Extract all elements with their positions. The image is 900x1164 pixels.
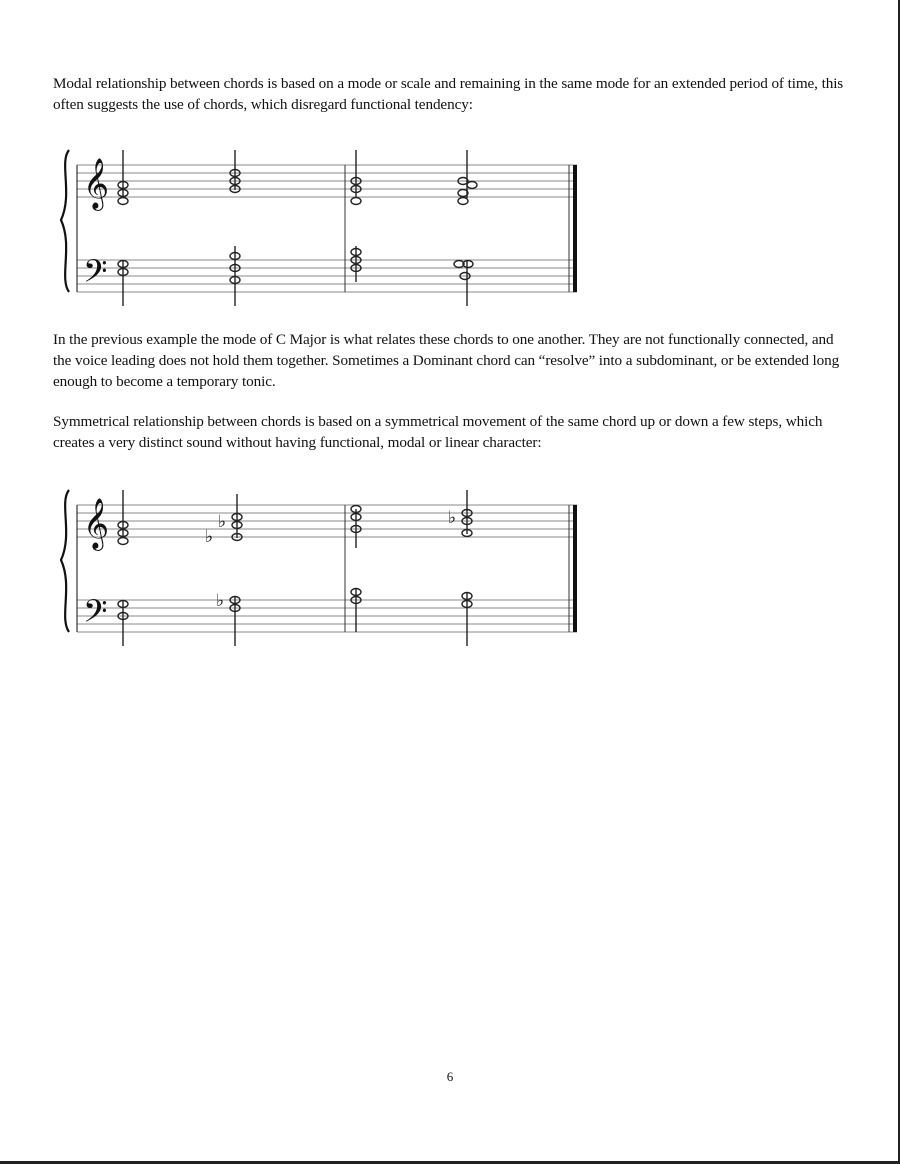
flat-icon: ♭	[218, 512, 227, 532]
bass-chord-3	[351, 588, 361, 632]
treble-chord-1	[118, 150, 128, 205]
bass-chord-4	[454, 260, 473, 306]
brace-icon	[61, 490, 69, 632]
music-example-symmetrical	[55, 482, 595, 652]
paragraph-previous-example: In the previous example the mode of C Major is what relates these chords to one another. They are not functionally connected, and the voice leading does not hold them together. Sometimes a Dominant chord can “resolve” into a subdominant, or be extended long enough to become a temporary tonic.	[53, 331, 840, 390]
bass-chord-3	[351, 246, 361, 282]
bass-staff	[77, 600, 577, 632]
bass-clef-icon: 𝄢	[83, 593, 108, 637]
bass-chord-2	[230, 596, 240, 646]
bass-chord-1	[118, 600, 128, 646]
brace-icon	[61, 150, 69, 292]
treble-chord-3	[351, 506, 361, 549]
treble-chord-2	[232, 494, 242, 541]
treble-chord-1	[118, 490, 128, 545]
grand-staff-symmetrical	[55, 482, 595, 652]
flat-icon: ♭	[205, 527, 214, 547]
paragraph-symmetrical-relationship: Symmetrical relationship between chords is based on a symmetrical movement of the same chord up or down a few steps, which creates a very distinct sound without having functional, modal or linear character:	[53, 413, 823, 451]
treble-chord-2	[230, 150, 240, 193]
bass-staff	[77, 260, 577, 292]
treble-staff	[77, 505, 577, 537]
treble-clef-icon: 𝄞	[83, 158, 110, 209]
treble-clef-icon: 𝄞	[83, 498, 110, 549]
treble-chord-4	[458, 150, 477, 205]
treble-chord-3	[351, 150, 361, 205]
page-number: 6	[446, 1069, 454, 1084]
bass-chord-1	[118, 260, 128, 306]
grand-staff-modal	[55, 142, 595, 312]
paragraph-modal-relationship: Modal relationship between chords is based on a mode or scale and remaining in the same mode for an extended period of time, this often suggests the use of chords, which disregard functional tendency:	[53, 75, 844, 113]
music-example-modal	[55, 142, 595, 312]
bass-clef-icon: 𝄢	[83, 253, 108, 297]
treble-staff	[77, 165, 577, 197]
flat-icon: ♭	[216, 591, 225, 611]
flat-icon: ♭	[448, 508, 457, 528]
